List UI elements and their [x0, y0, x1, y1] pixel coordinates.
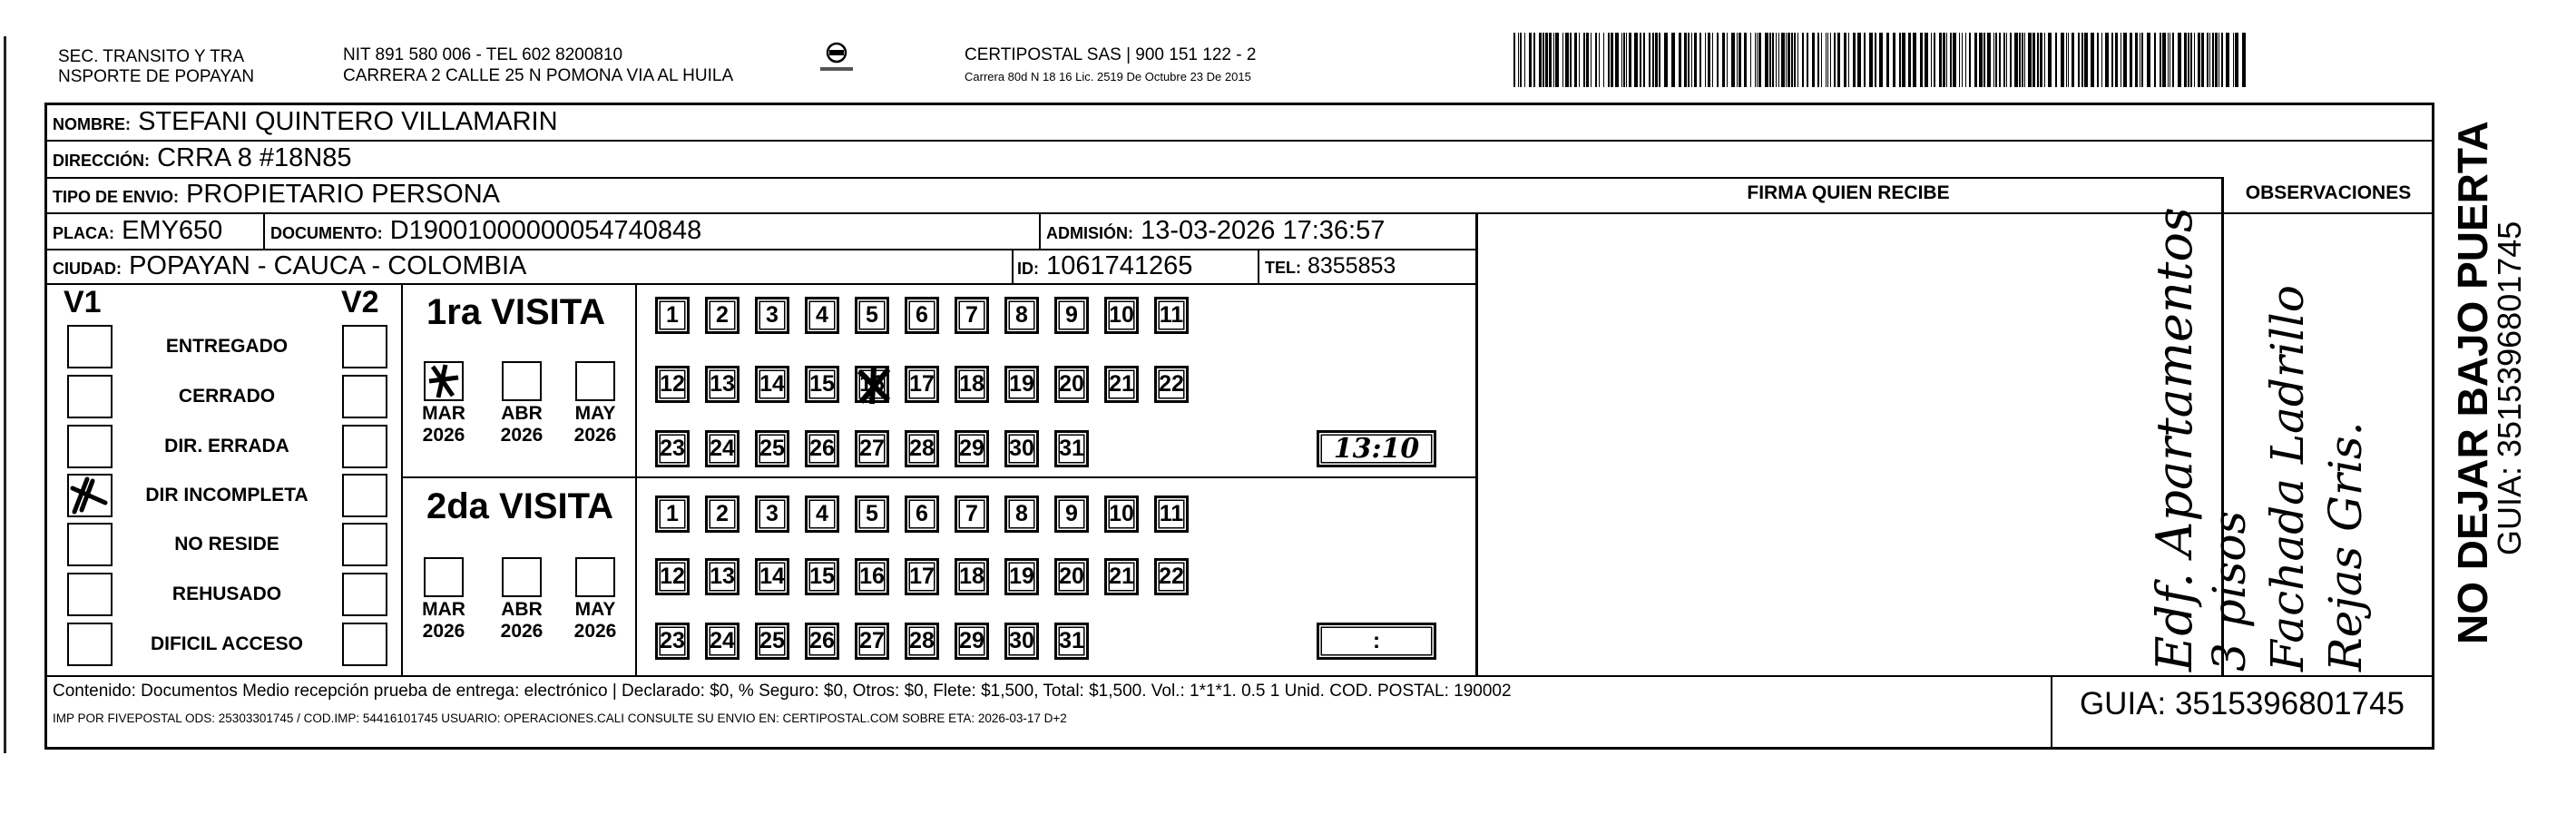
- documento-value: D19001000000054740848: [389, 216, 702, 245]
- status-label: DIR. ERRADA: [164, 436, 289, 456]
- month-name: ABR: [501, 599, 543, 620]
- day-box[interactable]: [1054, 430, 1089, 467]
- day-number: 15: [809, 371, 835, 397]
- v1-checkbox[interactable]: [67, 573, 113, 616]
- nombre-label: NOMBRE:: [53, 115, 131, 133]
- day-number: 10: [1109, 302, 1134, 328]
- month-checkbox[interactable]: [575, 557, 615, 597]
- tipo-envio-row: [53, 180, 500, 211]
- day-number: 30: [1009, 628, 1034, 653]
- v2-checkbox[interactable]: [342, 474, 387, 517]
- table-bottom-border: [44, 747, 2434, 750]
- imp-text: IMP POR FIVEPOSTAL ODS: 25303301745 / COD.IMP: 54416101745 USUARIO: OPERACIONES.CALI CONSULTE SU ENVIO EN: CERTIPOSTAL.COM SOBRE ETA: 2026-03-17 D+2: [53, 711, 1067, 725]
- nit-line2: CARRERA 2 CALLE 25 N POMONA VIA AL HUILA: [343, 66, 734, 85]
- month-checkbox[interactable]: [424, 557, 464, 597]
- month-year: 2026: [422, 621, 465, 642]
- day-box[interactable]: [855, 430, 889, 467]
- day-number: 7: [965, 302, 978, 328]
- check-mark-icon: [69, 476, 111, 515]
- day-box[interactable]: [905, 495, 939, 533]
- day-box[interactable]: [655, 623, 690, 660]
- admision-value: 13-03-2026 17:36:57: [1141, 216, 1386, 245]
- day-box[interactable]: [1004, 430, 1039, 467]
- day-box[interactable]: [655, 495, 690, 533]
- direccion-label: DIRECCIÓN:: [53, 152, 150, 170]
- day-number: 16: [859, 371, 885, 397]
- tel-value: 8355853: [1307, 253, 1396, 279]
- day-box[interactable]: [655, 297, 690, 334]
- day-box[interactable]: [1104, 297, 1139, 334]
- month-year: 2026: [573, 425, 617, 446]
- day-box[interactable]: [755, 623, 789, 660]
- day-number: 25: [759, 628, 785, 653]
- day-box[interactable]: [755, 297, 789, 334]
- day-box[interactable]: [1054, 623, 1089, 660]
- day-number: 29: [959, 628, 984, 653]
- day-box[interactable]: [955, 495, 989, 533]
- day-box[interactable]: [855, 366, 889, 403]
- day-number: 24: [710, 628, 735, 653]
- day-number: 2: [716, 302, 729, 328]
- day-number: 7: [965, 501, 978, 526]
- ciudad-label: CIUDAD:: [53, 260, 122, 278]
- month-year: 2026: [422, 425, 465, 446]
- month-label: [495, 599, 549, 643]
- day-box[interactable]: [1104, 366, 1139, 403]
- day-box[interactable]: [755, 430, 789, 467]
- first-visit-title: 1ra VISITA: [426, 292, 606, 332]
- status-label: NO RESIDE: [174, 534, 279, 554]
- admision-label: ADMISIÓN:: [1046, 224, 1133, 242]
- day-box[interactable]: [955, 623, 989, 660]
- day-number: 8: [1015, 302, 1028, 328]
- time-value: :: [1372, 628, 1381, 653]
- day-box[interactable]: [755, 366, 789, 403]
- day-number: 3: [766, 302, 779, 328]
- day-number: 26: [809, 436, 835, 461]
- day-box[interactable]: [805, 623, 839, 660]
- ciudad-cell: [53, 251, 526, 283]
- documento-label: DOCUMENTO:: [270, 224, 383, 242]
- day-number: 12: [660, 371, 685, 397]
- day-number: 24: [710, 436, 735, 461]
- day-number: 17: [909, 564, 935, 589]
- day-number: 9: [1065, 302, 1078, 328]
- month-checkbox[interactable]: [575, 361, 615, 401]
- day-number: 11: [1159, 501, 1184, 526]
- day-number: 4: [816, 501, 828, 526]
- day-box[interactable]: [705, 366, 739, 403]
- day-number: 11: [1159, 302, 1184, 328]
- day-number: 25: [759, 436, 785, 461]
- tipo-envio-label: TIPO DE ENVIO:: [53, 188, 180, 206]
- day-box[interactable]: [1004, 366, 1039, 403]
- status-label: CERRADO: [178, 386, 276, 407]
- v1-checkbox[interactable]: [67, 523, 113, 566]
- day-box[interactable]: [705, 430, 739, 467]
- month-name: MAR: [422, 403, 465, 424]
- day-number: 9: [1065, 501, 1078, 526]
- day-box[interactable]: [1154, 366, 1189, 403]
- month-year: 2026: [500, 425, 544, 446]
- day-box[interactable]: [655, 558, 690, 595]
- month-label: [568, 403, 622, 446]
- day-number: 3: [766, 501, 779, 526]
- v1-checkbox[interactable]: [67, 325, 113, 368]
- day-box[interactable]: [755, 495, 789, 533]
- month-year: 2026: [573, 621, 617, 642]
- day-box[interactable]: [705, 558, 739, 595]
- day-number: 31: [1059, 628, 1084, 653]
- day-box[interactable]: [805, 366, 839, 403]
- nit-line1: NIT 891 580 006 - TEL 602 8200810: [343, 45, 623, 64]
- day-box[interactable]: [805, 430, 839, 467]
- direccion-value: CRRA 8 #18N85: [157, 143, 352, 172]
- day-number: 17: [909, 371, 935, 397]
- v2-checkbox[interactable]: [342, 325, 387, 368]
- check-mark-icon: [854, 366, 894, 406]
- sec-transito-line1: SEC. TRANSITO Y TRA: [58, 47, 245, 66]
- side-guia: GUIA: 3515396801745: [2491, 221, 2528, 555]
- day-number: 2: [716, 501, 729, 526]
- nombre-row: [53, 107, 558, 139]
- sec-transito-line2: NSPORTE DE POPAYAN: [58, 67, 255, 86]
- day-box[interactable]: [705, 623, 739, 660]
- day-box[interactable]: [1154, 495, 1189, 533]
- tipo-envio-value: PROPIETARIO PERSONA: [186, 180, 501, 209]
- handwritten-note-line3: Fachada Ladrillo: [2261, 285, 2314, 672]
- day-number: 29: [959, 436, 984, 461]
- table-top-border: [44, 103, 2434, 105]
- day-box[interactable]: [1154, 297, 1189, 334]
- day-box[interactable]: [855, 495, 889, 533]
- day-box[interactable]: [1104, 495, 1139, 533]
- day-number: 6: [916, 302, 928, 328]
- month-label: [416, 599, 471, 643]
- day-number: 22: [1159, 564, 1184, 589]
- direccion-row: [53, 143, 351, 175]
- certipostal-line1: CERTIPOSTAL SAS | 900 151 122 - 2: [965, 45, 1257, 64]
- day-box[interactable]: [705, 495, 739, 533]
- v1-checkbox[interactable]: [67, 425, 113, 468]
- admision-cell: [1046, 216, 1385, 248]
- day-box[interactable]: [905, 430, 939, 467]
- day-number: 10: [1109, 501, 1134, 526]
- margin-mark: [4, 36, 6, 753]
- tel-label: TEL:: [1265, 259, 1301, 277]
- day-box[interactable]: [1004, 558, 1039, 595]
- day-box[interactable]: [805, 558, 839, 595]
- day-box[interactable]: [905, 623, 939, 660]
- barcode: [1513, 33, 2250, 89]
- day-number: 20: [1059, 371, 1084, 397]
- day-box[interactable]: [905, 297, 939, 334]
- nombre-value: STEFANI QUINTERO VILLAMARIN: [138, 107, 558, 136]
- status-label: ENTREGADO: [165, 336, 289, 357]
- day-number: 31: [1059, 436, 1084, 461]
- day-number: 15: [809, 564, 835, 589]
- month-checkbox[interactable]: [424, 361, 464, 401]
- month-label: [495, 403, 549, 446]
- day-number: 23: [660, 436, 685, 461]
- status-label: DIFICIL ACCESO: [150, 633, 303, 654]
- day-box[interactable]: [855, 558, 889, 595]
- day-number: 13: [710, 564, 735, 589]
- day-number: 1: [666, 501, 679, 526]
- v1-checkbox[interactable]: [67, 623, 113, 666]
- day-number: 1: [666, 302, 679, 328]
- day-box[interactable]: [1054, 297, 1089, 334]
- guia-footer: GUIA: 3515396801745: [2079, 686, 2405, 721]
- placa-label: PLACA:: [53, 224, 114, 242]
- placa-cell: [53, 216, 222, 248]
- day-box[interactable]: [1154, 558, 1189, 595]
- firma-header: FIRMA QUIEN RECIBE: [1747, 182, 1950, 203]
- day-number: 5: [866, 302, 878, 328]
- day-box[interactable]: [855, 623, 889, 660]
- v1-checkbox[interactable]: [67, 474, 113, 517]
- handwritten-note-line4: Rejas Gris.: [2319, 421, 2372, 672]
- v2-checkbox[interactable]: [342, 573, 387, 616]
- month-year: 2026: [500, 621, 544, 642]
- month-checkbox[interactable]: [502, 557, 542, 597]
- id-value: 1061741265: [1046, 251, 1193, 280]
- day-box[interactable]: [905, 366, 939, 403]
- status-label: DIR INCOMPLETA: [145, 485, 309, 505]
- day-box[interactable]: [1104, 558, 1139, 595]
- day-number: 21: [1109, 371, 1134, 397]
- day-box[interactable]: [1054, 495, 1089, 533]
- day-number: 16: [859, 564, 885, 589]
- v1-checkbox[interactable]: [67, 375, 113, 418]
- v2-label: V2: [341, 285, 379, 319]
- day-number: 21: [1109, 564, 1134, 589]
- day-number: 13: [710, 371, 735, 397]
- month-name: ABR: [501, 403, 543, 424]
- time-value: 13:10: [1333, 433, 1420, 465]
- day-box[interactable]: [955, 297, 989, 334]
- placa-value: EMY650: [122, 216, 223, 245]
- day-number: 28: [909, 436, 935, 461]
- day-box[interactable]: [805, 495, 839, 533]
- day-number: 4: [816, 302, 828, 328]
- day-number: 26: [809, 628, 835, 653]
- month-name: MAY: [574, 403, 616, 424]
- day-number: 20: [1059, 564, 1084, 589]
- check-mark-icon: [426, 363, 462, 399]
- handwritten-note-line2: 3 pisos: [2203, 510, 2256, 672]
- day-number: 14: [759, 564, 785, 589]
- day-box[interactable]: [855, 297, 889, 334]
- day-box[interactable]: [655, 366, 690, 403]
- id-cell: [1017, 251, 1192, 283]
- month-name: MAR: [422, 599, 465, 620]
- day-box[interactable]: [805, 297, 839, 334]
- month-checkbox[interactable]: [502, 361, 542, 401]
- contenido-text: Contenido: Documentos Medio recepción prueba de entrega: electrónico | Declarado: $0, % Seguro: $0, Otros: $0, Flete: $1,500, Total: $1,500. Vol.: 1*1*1. 0.5 1 Unid. COD. POSTAL: 190002: [53, 682, 1512, 701]
- day-number: 6: [916, 501, 928, 526]
- day-number: 18: [959, 564, 984, 589]
- month-label: [568, 599, 622, 643]
- day-box[interactable]: [905, 558, 939, 595]
- certipostal-logo-icon: [818, 40, 855, 76]
- time-box[interactable]: [1317, 623, 1436, 660]
- handwritten-note-line1: Edf. Apartamentos: [2146, 207, 2203, 672]
- day-number: 27: [859, 436, 885, 461]
- day-box[interactable]: [1054, 366, 1089, 403]
- month-label: [416, 403, 471, 446]
- day-number: 22: [1159, 371, 1184, 397]
- time-box[interactable]: [1317, 430, 1436, 467]
- day-number: 23: [660, 628, 685, 653]
- day-number: 14: [759, 371, 785, 397]
- id-label: ID:: [1017, 260, 1039, 278]
- v2-checkbox[interactable]: [342, 375, 387, 418]
- v2-checkbox[interactable]: [342, 425, 387, 468]
- second-visit-title: 2da VISITA: [426, 486, 613, 526]
- table-left-border: [44, 103, 47, 750]
- observaciones-header: OBSERVACIONES: [2245, 182, 2412, 203]
- day-number: 19: [1009, 564, 1034, 589]
- day-box[interactable]: [705, 297, 739, 334]
- day-number: 8: [1015, 501, 1028, 526]
- day-number: 30: [1009, 436, 1034, 461]
- day-box[interactable]: [755, 558, 789, 595]
- status-label: REHUSADO: [171, 584, 282, 604]
- day-number: 12: [660, 564, 685, 589]
- day-box[interactable]: [1004, 297, 1039, 334]
- day-number: 27: [859, 628, 885, 653]
- day-box[interactable]: [1004, 623, 1039, 660]
- certipostal-line2: Carrera 80d N 18 16 Lic. 2519 De Octubre 23 De 2015: [965, 70, 1251, 83]
- no-dejar-bajo-puerta: NO DEJAR BAJO PUERTA: [2449, 121, 2496, 644]
- ciudad-value: POPAYAN - CAUCA - COLOMBIA: [129, 251, 527, 280]
- day-box[interactable]: [1004, 495, 1039, 533]
- day-number: 18: [959, 371, 984, 397]
- month-name: MAY: [574, 599, 616, 620]
- v2-checkbox[interactable]: [342, 623, 387, 666]
- day-box[interactable]: [655, 430, 690, 467]
- day-box[interactable]: [1054, 558, 1089, 595]
- v2-checkbox[interactable]: [342, 523, 387, 566]
- day-number: 5: [866, 501, 878, 526]
- day-number: 28: [909, 628, 935, 653]
- documento-cell: [270, 216, 701, 248]
- day-box[interactable]: [955, 366, 989, 403]
- v1-label: V1: [64, 285, 102, 319]
- day-number: 19: [1009, 371, 1034, 397]
- day-box[interactable]: [955, 430, 989, 467]
- tel-cell: [1265, 251, 1396, 282]
- day-box[interactable]: [955, 558, 989, 595]
